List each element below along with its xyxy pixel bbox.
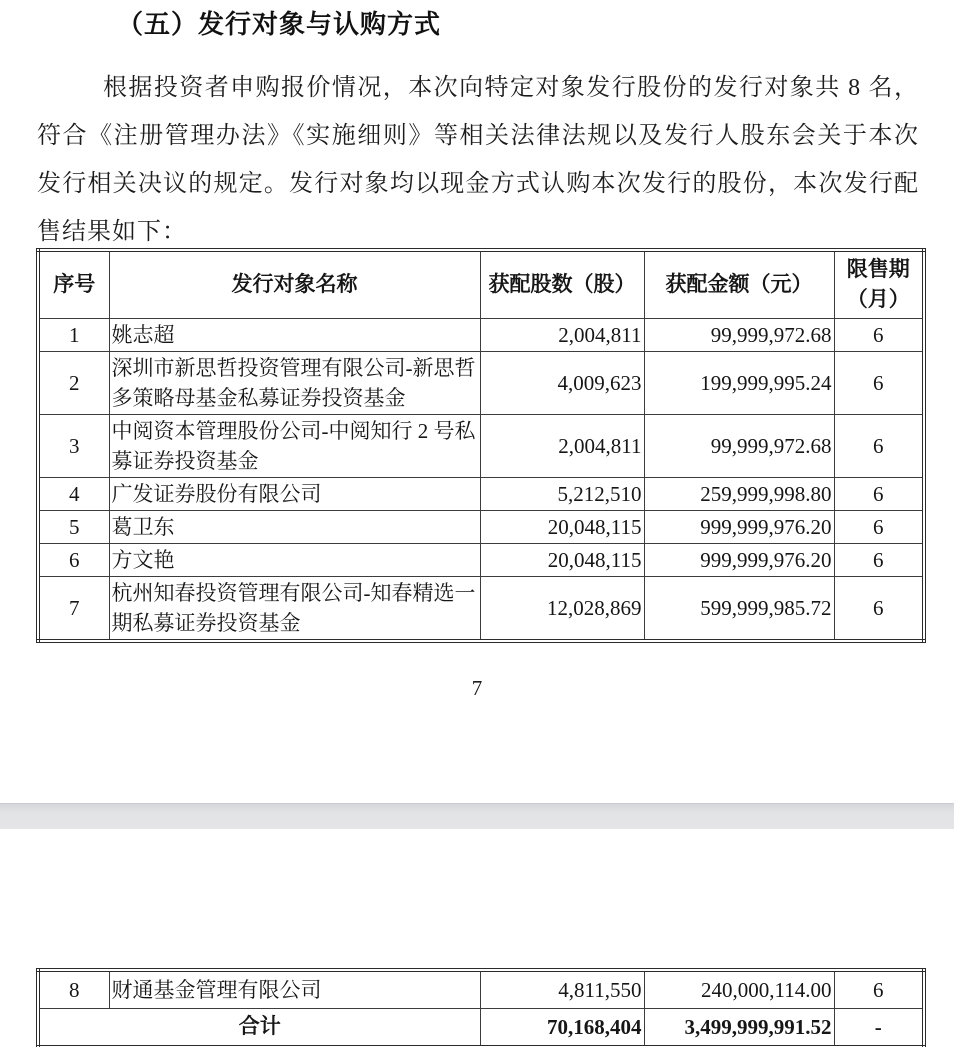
section-heading: （五）发行对象与认购方式 — [117, 9, 442, 39]
table-row — [38, 970, 924, 1009]
cell-no: 4 — [38, 478, 109, 511]
column-header-amount: 获配金额（元） — [644, 250, 834, 319]
body-paragraph: 根据投资者申购报价情况，本次向特定对象发行股份的发行对象共 8 名，符合《注册管理办法》《实施细则》等相关法律法规以及发行人股东会关于本次发行相关决议的规定。发行对象均以现金方式认购本次发行的股份，本次发行配售结果如下： — [37, 75, 919, 245]
cell-no: 5 — [38, 511, 109, 544]
cell-name: 葛卫东 — [109, 511, 480, 544]
cell-no: 7 — [38, 577, 109, 642]
column-header-name: 发行对象名称 — [109, 250, 480, 319]
column-header-shares: 获配股数（股） — [480, 250, 644, 319]
cell-name: 方文艳 — [109, 544, 480, 577]
cell-lockup: 6 — [834, 319, 924, 352]
cell-no: 6 — [38, 544, 109, 577]
cell-shares: 4,811,550 — [480, 970, 644, 1009]
cell-lockup: 6 — [834, 577, 924, 642]
cell-amount: 259,999,998.80 — [644, 478, 834, 511]
cell-lockup: 6 — [834, 415, 924, 478]
cell-name: 广发证券股份有限公司 — [109, 478, 480, 511]
table-row — [38, 478, 924, 511]
total-row — [38, 1009, 924, 1047]
cell-name: 财通基金管理有限公司 — [109, 970, 480, 1009]
total-label: 合计 — [38, 1009, 480, 1047]
cell-no: 8 — [38, 970, 109, 1009]
cell-shares: 4,009,623 — [480, 352, 644, 415]
page-break-band — [0, 803, 954, 829]
cell-lockup: 6 — [834, 352, 924, 415]
cell-name: 深圳市新思哲投资管理有限公司-新思哲多策略母基金私募证券投资基金 — [109, 352, 480, 415]
cell-amount: 240,000,114.00 — [644, 970, 834, 1009]
cell-shares: 2,004,811 — [480, 319, 644, 352]
cell-lockup: 6 — [834, 511, 924, 544]
cell-lockup: 6 — [834, 970, 924, 1009]
cell-lockup: 6 — [834, 544, 924, 577]
column-header-lockup: 限售期（月） — [834, 250, 924, 319]
cell-no: 2 — [38, 352, 109, 415]
table-row — [38, 511, 924, 544]
cell-amount: 999,999,976.20 — [644, 511, 834, 544]
cell-shares: 20,048,115 — [480, 544, 644, 577]
table-row — [38, 352, 924, 415]
cell-amount: 99,999,972.68 — [644, 319, 834, 352]
cell-amount: 99,999,972.68 — [644, 415, 834, 478]
cell-amount: 199,999,995.24 — [644, 352, 834, 415]
allocation-table-part2 — [36, 968, 926, 1047]
allocation-table-body-part2 — [38, 970, 924, 1047]
table-row — [38, 319, 924, 352]
cell-lockup: 6 — [834, 478, 924, 511]
cell-shares: 5,212,510 — [480, 478, 644, 511]
table-row — [38, 415, 924, 478]
total-lockup: - — [834, 1009, 924, 1047]
total-amount: 3,499,999,991.52 — [644, 1009, 834, 1047]
header-row — [38, 250, 924, 319]
allocation-table-body-part1 — [38, 319, 924, 642]
cell-name: 中阅资本管理股份公司-中阅知行 2 号私募证券投资基金 — [109, 415, 480, 478]
cell-shares: 20,048,115 — [480, 511, 644, 544]
cell-no: 1 — [38, 319, 109, 352]
cell-shares: 2,004,811 — [480, 415, 644, 478]
total-shares: 70,168,404 — [480, 1009, 644, 1047]
page-number: 7 — [471, 676, 483, 700]
table-row — [38, 544, 924, 577]
cell-no: 3 — [38, 415, 109, 478]
cell-amount: 999,999,976.20 — [644, 544, 834, 577]
cell-name: 姚志超 — [109, 319, 480, 352]
allocation-table-part1 — [36, 248, 926, 643]
table-row — [38, 577, 924, 642]
column-header-no: 序号 — [38, 250, 109, 319]
allocation-table-header — [38, 250, 924, 319]
cell-name: 杭州知春投资管理有限公司-知春精选一期私募证券投资基金 — [109, 577, 480, 642]
cell-amount: 599,999,985.72 — [644, 577, 834, 642]
cell-shares: 12,028,869 — [480, 577, 644, 642]
